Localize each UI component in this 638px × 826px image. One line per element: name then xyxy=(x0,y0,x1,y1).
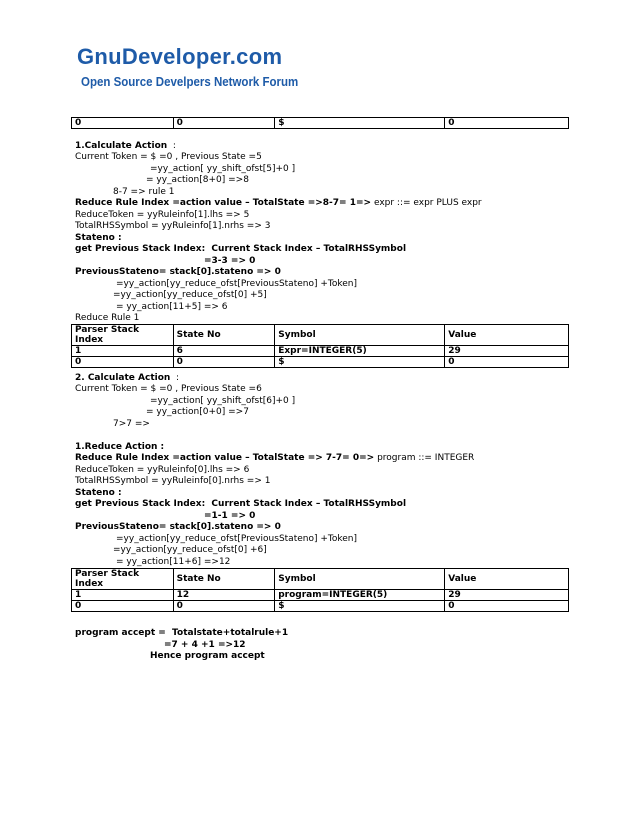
table-cell: 0 xyxy=(72,118,174,129)
table-header-row xyxy=(72,325,569,346)
section-heading: 2. Calculate Action : xyxy=(75,373,180,383)
table-cell: 29 xyxy=(445,346,569,357)
table-cell: $ xyxy=(275,118,445,129)
table-cell: Expr=INTEGER(5) xyxy=(275,346,445,357)
text-line: 7>7 => xyxy=(113,419,150,429)
column-header: Symbol xyxy=(275,325,445,346)
table-row xyxy=(72,118,569,129)
reduce-rule-line: Reduce Rule Index =action value – TotalState => 7-7= 0=> program ::= INTEGER xyxy=(75,453,475,463)
text-line: =3-3 => 0 xyxy=(204,256,256,266)
text-line: = yy_action[0+0] =>7 xyxy=(146,407,249,417)
parser-stack-table-1 xyxy=(71,117,569,129)
table-header-row xyxy=(72,569,569,590)
text-line: =1-1 => 0 xyxy=(204,511,256,521)
reduce-rule-line: Reduce Rule Index =action value – TotalState =>8-7= 1=> expr ::= expr PLUS expr xyxy=(75,198,482,208)
table-row xyxy=(72,357,569,368)
table-cell: 0 xyxy=(445,357,569,368)
site-title: GnuDeveloper.com xyxy=(77,44,283,69)
text-line: Reduce Rule 1 xyxy=(75,313,140,323)
text-line: =yy_action[ yy_shift_ofst[6]+0 ] xyxy=(150,396,296,406)
table-cell: 0 xyxy=(72,357,174,368)
table-cell: 0 xyxy=(173,357,275,368)
column-header: Symbol xyxy=(275,569,445,590)
parser-stack-table-3 xyxy=(71,568,569,612)
text-line: Current Token = $ =0 , Previous State =6 xyxy=(75,384,262,394)
accept-calc: =7 + 4 +1 =>12 xyxy=(164,640,246,650)
text-line: =yy_action[yy_reduce_ofst[PreviousStateno] +Token] xyxy=(116,279,358,289)
column-header: State No xyxy=(173,569,275,590)
table-cell: 0 xyxy=(173,601,275,612)
column-header: State No xyxy=(173,325,275,346)
section-heading: 1.Reduce Action : xyxy=(75,442,165,452)
text-line: PreviousStateno= stack[0].stateno => 0 xyxy=(75,522,281,532)
table-cell: 0 xyxy=(72,601,174,612)
section-heading: 1.Calculate Action : xyxy=(75,141,176,151)
column-header: Value xyxy=(445,325,569,346)
text-line: get Previous Stack Index: Current Stack Index – TotalRHSSymbol xyxy=(75,499,407,509)
table-row xyxy=(72,346,569,357)
text-line: PreviousStateno= stack[0].stateno => 0 xyxy=(75,267,281,277)
text-line: = yy_action[11+6] =>12 xyxy=(116,557,231,567)
table-cell: 1 xyxy=(72,590,174,601)
column-header: Value xyxy=(445,569,569,590)
text-line: Stateno : xyxy=(75,233,122,243)
table-cell: 0 xyxy=(173,118,275,129)
table-cell: 0 xyxy=(445,601,569,612)
text-line: ReduceToken = yyRuleinfo[0].lhs => 6 xyxy=(75,465,250,475)
text-line: TotalRHSSymbol = yyRuleinfo[1].nrhs => 3 xyxy=(75,221,271,231)
accept-line: program accept = Totalstate+totalrule+1 xyxy=(75,628,289,638)
text-line: =yy_action[yy_reduce_ofst[0] +5] xyxy=(113,290,267,300)
text-line: =yy_action[ yy_shift_ofst[5]+0 ] xyxy=(150,164,296,174)
table-cell: $ xyxy=(275,357,445,368)
accept-result: Hence program accept xyxy=(150,651,265,661)
site-logo[interactable] xyxy=(77,44,317,89)
text-line: Current Token = $ =0 , Previous State =5 xyxy=(75,152,262,162)
text-line: = yy_action[11+5] => 6 xyxy=(116,302,228,312)
text-line: 8-7 => rule 1 xyxy=(113,187,175,197)
table-cell: 12 xyxy=(173,590,275,601)
table-cell: $ xyxy=(275,601,445,612)
text-line: ReduceToken = yyRuleinfo[1].lhs => 5 xyxy=(75,210,250,220)
text-line: =yy_action[yy_reduce_ofst[0] +6] xyxy=(113,545,267,555)
table-cell: program=INTEGER(5) xyxy=(275,590,445,601)
column-header: Parser Stack Index xyxy=(72,325,174,346)
table-row xyxy=(72,590,569,601)
parser-stack-table-2 xyxy=(71,324,569,368)
text-line: get Previous Stack Index: Current Stack Index – TotalRHSSymbol xyxy=(75,244,407,254)
table-row xyxy=(72,601,569,612)
text-line: TotalRHSSymbol = yyRuleinfo[0].nrhs => 1 xyxy=(75,476,271,486)
table-cell: 29 xyxy=(445,590,569,601)
table-cell: 0 xyxy=(445,118,569,129)
text-line: Stateno : xyxy=(75,488,122,498)
text-line: = yy_action[8+0] =>8 xyxy=(146,175,249,185)
column-header: Parser Stack Index xyxy=(72,569,174,590)
table-cell: 1 xyxy=(72,346,174,357)
table-cell: 6 xyxy=(173,346,275,357)
site-subtitle: Open Source Develpers Network Forum xyxy=(81,75,299,89)
text-line: =yy_action[yy_reduce_ofst[PreviousStateno] +Token] xyxy=(116,534,358,544)
